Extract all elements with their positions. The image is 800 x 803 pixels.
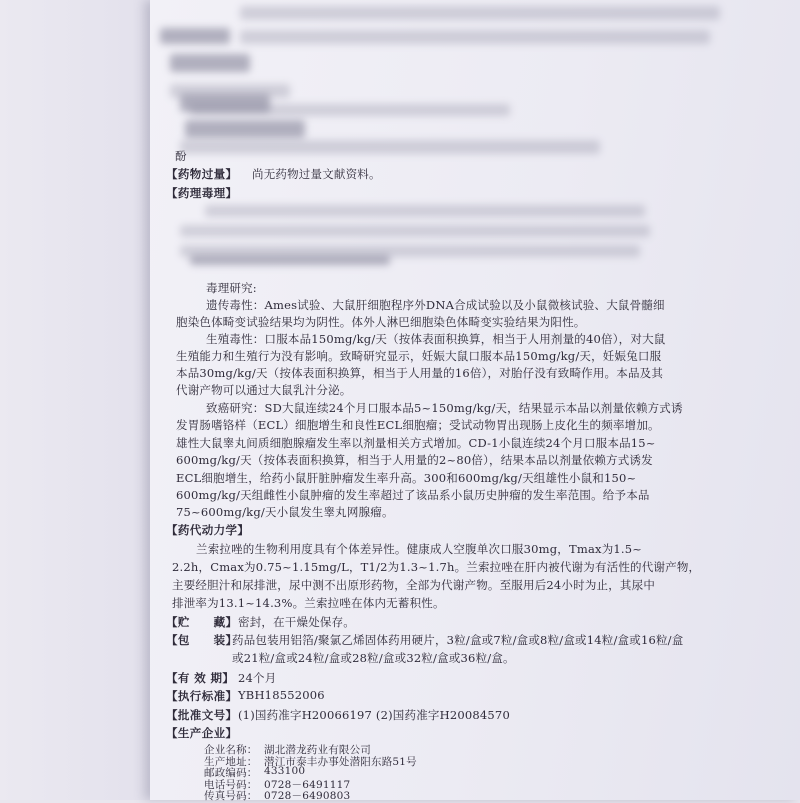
- toxicology-line: 本品30mg/kg/天（按体表面积换算，相当于人用量的16倍），对胎仔没有致畸作用。本品及其: [176, 366, 664, 380]
- standard-text: YBH18552006: [238, 688, 325, 702]
- approval-text: (1)国药准字H20066197 (2)国药准字H20084570: [238, 708, 510, 722]
- redacted-block: [180, 225, 650, 237]
- manufacturer-row-label: 生产地址：: [204, 755, 258, 768]
- overdose-header: 【药物过量】: [166, 167, 238, 181]
- storage-header: 【贮 藏】: [166, 615, 238, 629]
- pharmacokinetics-line: 主要经胆汁和尿排泄，尿中测不出原形药物，全部为代谢产物。至服用后24小时为止，其尿中: [172, 578, 656, 592]
- manufacturer-row-value: 0728－6490803: [264, 790, 351, 802]
- manufacturer-row-label: 电话号码：: [204, 778, 258, 791]
- approval-header: 【批准文号】: [166, 708, 238, 722]
- pharmacokinetics-header: 【药代动力学】: [166, 523, 250, 537]
- validity-header: 【有 效 期】: [166, 671, 235, 685]
- manufacturer-header: 【生产企业】: [166, 726, 238, 740]
- manufacturer-row-label: 传真号码：: [204, 790, 258, 802]
- toxicology-line: 遗传毒性：Ames试验、大鼠肝细胞程序外DNA合成试验以及小鼠微核试验、大鼠骨髓细: [206, 298, 665, 312]
- overdose-text: 尚无药物过量文献资料。: [252, 167, 381, 181]
- toxicology-line: 致癌研究：SD大鼠连续24个月口服本品5~150mg/kg/天，结果显示本品以剂量依赖方式诱: [206, 401, 683, 415]
- toxicology-line: 600mg/kg/天（按体表面积换算，相当于人用量的2~80倍），结果本品以剂量依赖方式诱发: [176, 453, 653, 467]
- toxicology-line: 代谢产物可以通过大鼠乳汁分泌。: [176, 383, 352, 397]
- pharmacokinetics-line: 2.2h，Cmax为0.75~1.15mg/L，T1/2为1.3~1.7h。兰索拉唑在肝内被代谢为有活性的代谢产物，: [172, 560, 701, 574]
- redacted-block: [190, 104, 510, 116]
- pharmacokinetics-line: 排泄率为13.1~14.3%。兰索拉唑在体内无蓄积性。: [172, 596, 445, 610]
- redacted-block: [240, 30, 710, 44]
- standard-header: 【执行标准】: [166, 689, 238, 703]
- manufacturer-row-value: 433100: [264, 765, 306, 777]
- manufacturer-row-value: 湖北潜龙药业有限公司: [264, 744, 371, 756]
- storage-text: 密封，在干燥处保存。: [238, 615, 355, 629]
- toxicology-subheading: 毒理研究:: [206, 281, 257, 295]
- partial-left-char: 酚: [175, 149, 187, 163]
- toxicology-line: 生殖能力和生殖行为没有影响。致畸研究显示，妊娠大鼠口服本品150mg/kg/天，妊娠兔口服: [176, 349, 662, 363]
- redacted-block: [205, 205, 645, 217]
- toxicology-line: 600mg/kg/天组雌性小鼠肿瘤的发生率超过了该品系小鼠历史肿瘤的发生率范围。给予本品: [176, 488, 650, 502]
- manufacturer-row-label: 企业名称：: [204, 744, 258, 756]
- toxicology-line: 胞染色体畸变试验结果均为阴性。体外人淋巴细胞染色体畸变实验结果为阳性。: [176, 315, 586, 329]
- package-header: 【包 装】: [166, 633, 238, 647]
- manufacturer-row-label: 邮政编码：: [204, 767, 258, 779]
- background-surface: [0, 0, 150, 800]
- manufacturer-row-value: 0728－6491117: [264, 778, 351, 791]
- redacted-block: [240, 6, 720, 20]
- package-line: 或21粒/盒或24粒/盒或28粒/盒或32粒/盒或36粒/盒。: [232, 651, 515, 665]
- toxicology-line: 发胃肠嗜铬样（ECL）细胞增生和良性ECL细胞瘤；受试动物胃出现肠上皮化生的频率增加。: [176, 418, 660, 432]
- redacted-block: [170, 54, 250, 72]
- redacted-block: [180, 140, 600, 154]
- redacted-block: [190, 255, 390, 265]
- toxicology-line: 生殖毒性：口服本品150mg/kg/天（按体表面积换算，相当于人用剂量的40倍），对大鼠: [206, 332, 666, 346]
- pharmacokinetics-line: 兰索拉唑的生物利用度具有个体差异性。健康成人空腹单次口服30mg，Tmax为1.5~: [196, 542, 643, 556]
- redacted-block: [160, 28, 230, 44]
- redacted-block: [185, 120, 305, 138]
- manufacturer-row-value: 潜江市泰丰办事处潜阳东路51号: [264, 755, 417, 768]
- toxicology-line: ECL细胞增生，给药小鼠肝脏肿瘤发生率升高。300和600mg/kg/天组雄性小鼠和150~: [176, 471, 637, 485]
- validity-text: 24个月: [238, 671, 277, 685]
- package-line: 药品包装用铝箔/聚氯乙烯固体药用硬片，3粒/盒或7粒/盒或8粒/盒或14粒/盒或16粒/盒: [232, 633, 684, 647]
- toxicology-header: 【药理毒理】: [166, 186, 238, 200]
- toxicology-line: 雄性大鼠睾丸间质细胞腺瘤发生率以剂量相关方式增加。CD-1小鼠连续24个月口服本品15~: [176, 436, 656, 450]
- toxicology-line: 75~600mg/kg/天小鼠发生睾丸网腺瘤。: [176, 505, 394, 519]
